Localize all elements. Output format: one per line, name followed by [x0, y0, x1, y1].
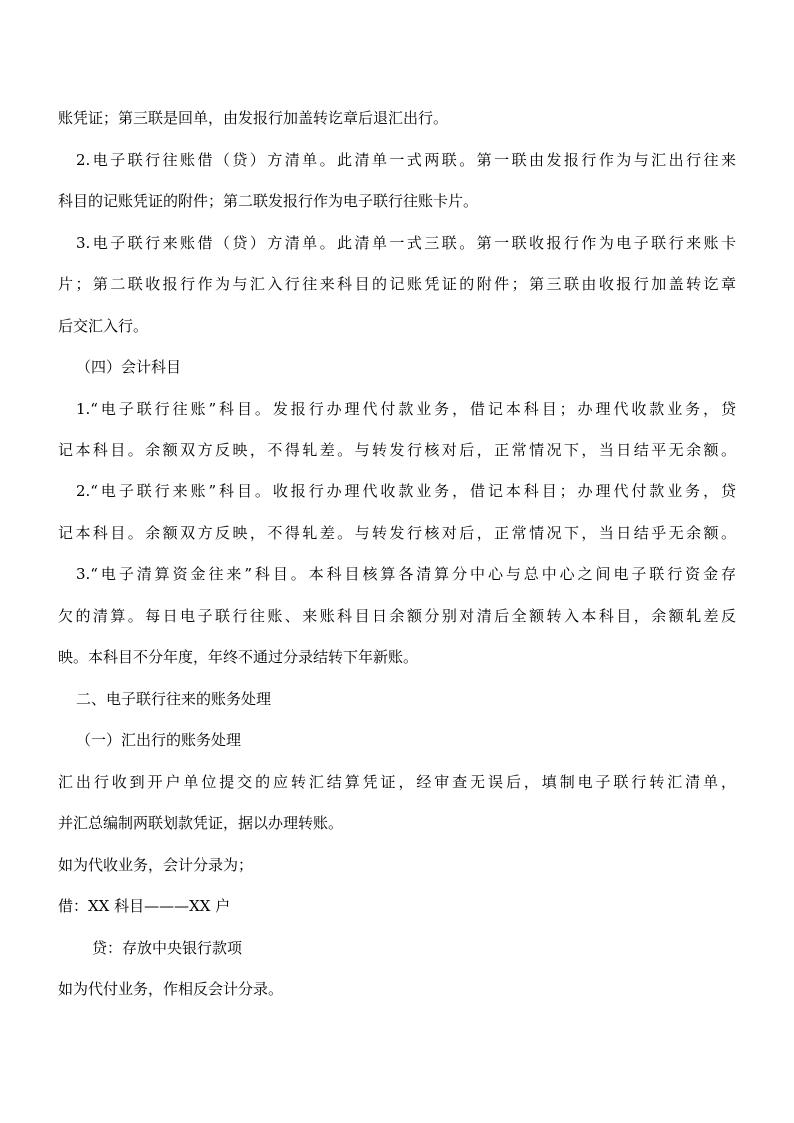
text-line: 后交汇入行。 [58, 317, 149, 335]
text-line: 欠的清算。每日电子联行往账、来账科目日余额分别对清后全额转入本科目，余额轧差反 [58, 607, 736, 625]
text-line: 并汇总编制两联划款凭证，据以办理转账。 [58, 814, 344, 832]
text-line: 3.“电子清算资金往来”科目。本科目核算各清算分中心与总中心之间电子联行资金存 [76, 565, 736, 583]
journal-entry-credit: 贷：存放中央银行款项 [92, 939, 243, 957]
text-line: 映。本科目不分年度，年终不通过分录结转下年新账。 [58, 648, 419, 666]
text-line: 3.电子联行来账借（贷）方清单。此清单一式三联。第一联收报行作为电子联行来账卡 [76, 234, 736, 252]
text-line: 记本科目。余额双方反映，不得轧差。与转发行核对后，正常情况下，当日结乎无余额。 [58, 524, 736, 542]
text-line: 如为代付业务，作相反会计分录。 [58, 980, 284, 998]
text-line: 记本科目。余额双方反映，不得轧差。与转发行核对后，正常情况下，当日结平无余额。 [58, 441, 736, 459]
text-line: 汇出行收到开户单位提交的应转汇结算凭证，经审查无误后，填制电子联行转汇清单， [58, 773, 736, 791]
text-line: 2.电子联行往账借（贷）方清单。此清单一式两联。第一联由发报行作为与汇出行往来 [76, 151, 736, 169]
text-line: 账凭证；第三联是回单，由发报行加盖转讫章后退汇出行。 [58, 109, 449, 127]
text-line: 片；第二联收报行作为与汇入行往来科目的记账凭证的附件；第三联由收报行加盖转讫章 [58, 275, 736, 293]
text-line: 2.“电子联行来账”科目。收报行办理代收款业务，借记本科目；办理代付款业务，贷 [76, 482, 736, 500]
journal-entry-debit: 借：XX 科目———XX 户 [58, 897, 231, 915]
section-heading: 二、电子联行往来的账务处理 [76, 690, 272, 708]
text-line: 科目的记账凭证的附件；第二联发报行作为电子联行往账卡片。 [58, 192, 479, 210]
section-heading: （四）会计科目 [76, 358, 182, 376]
text-line: 如为代收业务，会计分录为； [58, 856, 254, 874]
subsection-heading: （一）汇出行的账务处理 [76, 731, 242, 749]
text-line: 1.“电子联行往账”科目。发报行办理代付款业务，借记本科目；办理代收款业务，贷 [76, 400, 736, 418]
